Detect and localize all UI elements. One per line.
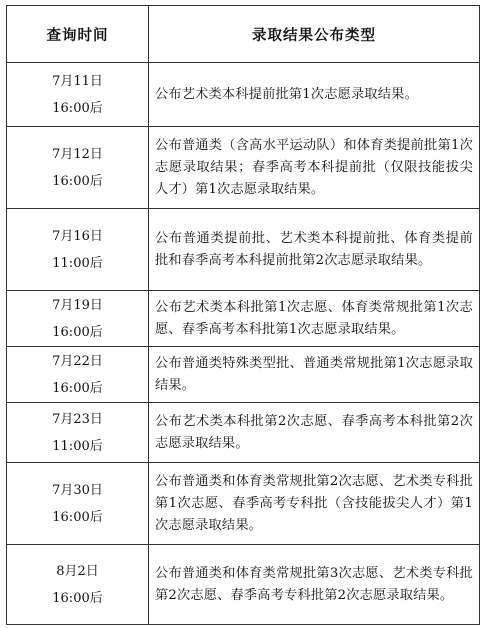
- query-time: 16:00后: [52, 509, 103, 525]
- results-table-container: [6, 5, 479, 623]
- result-type-cell: 公布艺术类本科提前批第1次志愿录取结果。: [149, 63, 480, 127]
- table-row: [7, 291, 480, 347]
- header-result-type: 录取结果公布类型: [149, 6, 480, 63]
- admission-results-table: [6, 5, 480, 625]
- query-time-cell: [7, 347, 149, 403]
- query-date: 7月30日: [52, 482, 103, 498]
- query-time: 16:00后: [52, 380, 103, 396]
- query-date: 7月19日: [52, 297, 103, 313]
- table-row: [7, 347, 480, 403]
- query-time-cell: [7, 127, 149, 209]
- query-time: 16:00后: [52, 173, 103, 189]
- header-query-time: 查询时间: [7, 6, 149, 63]
- query-date: 7月22日: [52, 353, 103, 369]
- query-time: 16:00后: [52, 324, 103, 340]
- table-row: [7, 127, 480, 209]
- result-type-cell: 公布艺术类本科批第1次志愿、体育类常规批第1次志愿、春季高考本科批第1次志愿录取结果。: [149, 291, 480, 347]
- query-time-cell: [7, 209, 149, 291]
- result-type-cell: 公布普通类和体育类常规批第2次志愿、艺术类专科批第1次志愿、春季高考专科批（含技能拔尖人才）第1次志愿录取结果。: [149, 463, 480, 545]
- table-row: [7, 463, 480, 545]
- query-date: 8月2日: [56, 563, 99, 579]
- result-type-cell: 公布普通类和体育类常规批第3次志愿、艺术类专科批第2次志愿、春季高考专科批第2次志愿录取结果。: [149, 545, 480, 625]
- table-row: [7, 403, 480, 463]
- query-time-cell: [7, 463, 149, 545]
- table-row: [7, 209, 480, 291]
- query-date: 7月23日: [52, 411, 103, 427]
- query-time-cell: [7, 63, 149, 127]
- query-time: 16:00后: [52, 590, 103, 606]
- query-time: 11:00后: [52, 255, 103, 271]
- result-type-cell: 公布普通类（含高水平运动队）和体育类提前批第1次志愿录取结果；春季高考本科提前批（仅限技能拔尖人才）第1次志愿录取结果。: [149, 127, 480, 209]
- query-time-cell: [7, 291, 149, 347]
- query-time: 16:00后: [52, 100, 103, 116]
- table-row: [7, 545, 480, 625]
- query-date: 7月16日: [52, 228, 103, 244]
- query-time: 11:00后: [52, 438, 103, 454]
- table-header-row: [7, 6, 480, 63]
- query-date: 7月11日: [52, 73, 103, 89]
- query-date: 7月12日: [52, 146, 103, 162]
- result-type-cell: 公布普通类特殊类型批、普通类常规批第1次志愿录取结果。: [149, 347, 480, 403]
- table-row: [7, 63, 480, 127]
- result-type-cell: 公布艺术类本科批第2次志愿、春季高考本科批第2次志愿录取结果。: [149, 403, 480, 463]
- query-time-cell: [7, 545, 149, 625]
- query-time-cell: [7, 403, 149, 463]
- result-type-cell: 公布普通类提前批、艺术类本科提前批、体育类提前批和春季高考本科提前批第2次志愿录取结果。: [149, 209, 480, 291]
